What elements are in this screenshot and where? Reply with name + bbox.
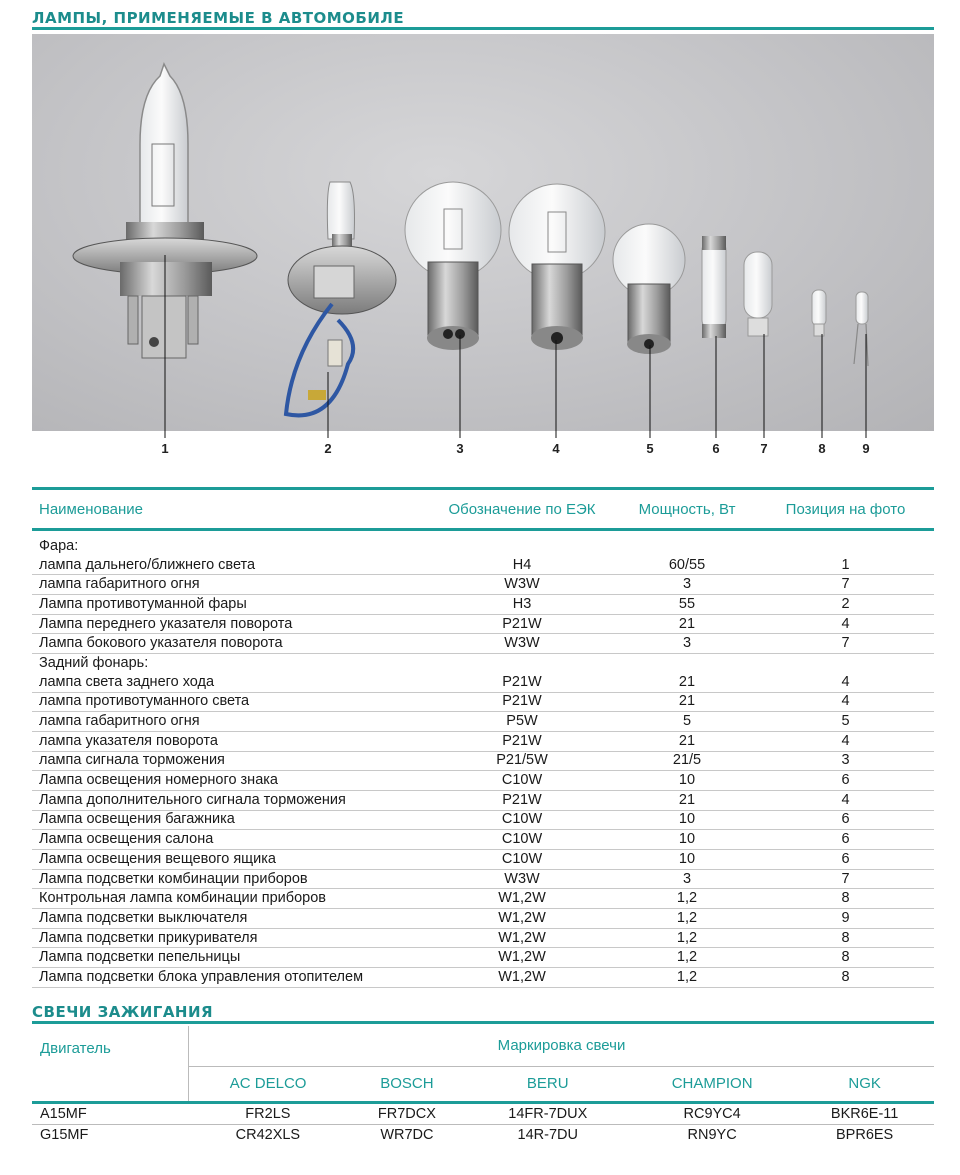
brand-header: NGK — [848, 1075, 881, 1092]
lamp-position-cell: 4 — [757, 614, 934, 634]
lamps-photo — [32, 34, 934, 431]
lamp-name-cell: лампа противотуманного света — [32, 692, 427, 712]
lamp-code-cell: W1,2W — [427, 968, 617, 988]
plug-table-body — [32, 1102, 934, 1145]
plug-marking-cell: CR42XLS — [235, 1126, 301, 1143]
lamp-code-cell: P21W — [427, 614, 617, 634]
lamp-row — [32, 575, 934, 595]
lamp-table-header — [32, 489, 934, 530]
photo-number-9: 9 — [862, 441, 870, 456]
lamp-name-cell: Контрольная лампа комбинации приборов — [32, 889, 427, 909]
lamp-code-cell: P21W — [427, 673, 617, 692]
photo-number-1: 1 — [161, 441, 169, 456]
lamp-power-cell: 1,2 — [617, 889, 757, 909]
lamp-p5w-icon — [613, 224, 685, 354]
lamp-p21-5w-icon — [405, 182, 501, 350]
lamp-w1-2w-wire-icon — [854, 292, 868, 366]
lamp-code-cell: P5W — [427, 712, 617, 732]
lamp-row — [32, 948, 934, 968]
lamp-power-cell: 3 — [617, 869, 757, 889]
lamp-code-cell: C10W — [427, 830, 617, 850]
photo-number-6: 6 — [712, 441, 720, 456]
marking-header: Маркировка свечи — [189, 1026, 935, 1066]
lamp-code-cell: P21W — [427, 692, 617, 712]
lamp-position-cell: 6 — [757, 850, 934, 870]
brand-header: BERU — [526, 1075, 569, 1092]
lamp-w3w-icon — [744, 252, 772, 336]
lamp-name-cell: Лампа дополнительного сигнала торможения — [32, 790, 427, 810]
lamp-code-cell: W1,2W — [427, 889, 617, 909]
lamp-code-cell: H4 — [427, 556, 617, 575]
lamp-name-cell: лампа габаритного огня — [32, 712, 427, 732]
header-position: Позиция на фото — [757, 489, 934, 530]
lamp-code-cell: W3W — [427, 869, 617, 889]
lamp-row — [32, 968, 934, 988]
lamp-power-cell: 3 — [617, 634, 757, 654]
lamp-position-cell: 4 — [757, 692, 934, 712]
lamp-name-cell: Фара: — [39, 537, 79, 554]
photo-number-2: 2 — [324, 441, 332, 456]
plug-marking-cell: BKR6E-11 — [830, 1105, 899, 1122]
lamp-row — [32, 830, 934, 850]
plug-marking-cell: WR7DC — [380, 1126, 434, 1143]
lamp-row — [32, 595, 934, 615]
lamp-power-cell: 10 — [617, 810, 757, 830]
lamp-position-cell: 4 — [757, 731, 934, 751]
lamp-name-cell: Лампа освещения салона — [32, 830, 427, 850]
lamp-power-cell: 21 — [617, 614, 757, 634]
lamp-table-body — [32, 530, 934, 988]
lamp-power-cell: 21 — [617, 692, 757, 712]
lamp-w1-2w-icon — [812, 290, 826, 336]
lamp-power-cell: 60/55 — [617, 556, 757, 575]
lamp-power-cell: 1,2 — [617, 968, 757, 988]
lamp-row — [32, 928, 934, 948]
lamp-code-cell: C10W — [427, 771, 617, 791]
plug-table — [32, 1026, 934, 1145]
lamps-title-rule — [32, 27, 934, 30]
lamp-position-cell: 6 — [757, 771, 934, 791]
lamp-name-cell: Лампа переднего указателя поворота — [32, 614, 427, 634]
lamp-row — [32, 614, 934, 634]
lamp-power-cell — [617, 654, 757, 673]
plug-marking-cell: BPR6ES — [836, 1126, 894, 1143]
lamp-row — [32, 751, 934, 771]
lamp-code-cell: P21W — [427, 790, 617, 810]
lamp-row — [32, 850, 934, 870]
lamp-row — [32, 634, 934, 654]
lamp-power-cell: 10 — [617, 830, 757, 850]
lamp-code-cell — [427, 654, 617, 673]
plug-marking-cell: FR7DCX — [377, 1105, 436, 1122]
lamp-row — [32, 731, 934, 751]
lamp-code-cell: C10W — [427, 810, 617, 830]
engine-cell: A15MF — [40, 1105, 87, 1122]
lamp-power-cell: 55 — [617, 595, 757, 615]
plug-row — [32, 1102, 934, 1124]
lamps-section-title: ЛАМПЫ, ПРИМЕНЯЕМЫЕ В АВТОМОБИЛЕ — [32, 9, 405, 27]
lamp-power-cell: 1,2 — [617, 909, 757, 929]
lamp-code-cell: W1,2W — [427, 928, 617, 948]
lamp-name-cell: Задний фонарь: — [39, 654, 149, 671]
lamp-name-cell: Лампа освещения багажника — [32, 810, 427, 830]
lamp-code-cell: C10W — [427, 850, 617, 870]
lamp-row — [32, 771, 934, 791]
plug-marking-cell: 14R-7DU — [517, 1126, 578, 1143]
lamp-name-cell: Лампа подсветки пепельницы — [32, 948, 427, 968]
lamp-position-cell: 7 — [757, 575, 934, 595]
lamp-code-cell: W3W — [427, 575, 617, 595]
photo-number-8: 8 — [818, 441, 826, 456]
lamp-name-cell: Лампа подсветки комбинации приборов — [32, 869, 427, 889]
lamps-illustration — [32, 34, 934, 431]
plugs-section-title: СВЕЧИ ЗАЖИГАНИЯ — [32, 1003, 214, 1021]
lamp-power-cell: 21 — [617, 673, 757, 692]
lamp-power-cell — [617, 537, 757, 556]
lamp-name-cell: Лампа противотуманной фары — [32, 595, 427, 615]
lamp-code-cell: W1,2W — [427, 948, 617, 968]
lamp-power-cell: 21/5 — [617, 751, 757, 771]
lamp-code-cell: W1,2W — [427, 909, 617, 929]
photo-number-7: 7 — [760, 441, 768, 456]
photo-number-3: 3 — [456, 441, 464, 456]
brand-header: BOSCH — [380, 1075, 434, 1092]
lamp-power-cell: 10 — [617, 850, 757, 870]
lamp-group-row — [32, 654, 934, 673]
lamp-position-cell: 8 — [757, 889, 934, 909]
lamp-table — [32, 487, 934, 988]
header-name: Наименование — [32, 489, 427, 530]
lamp-position-cell: 6 — [757, 830, 934, 850]
lamp-power-cell: 1,2 — [617, 928, 757, 948]
plug-marking-cell: RN9YC — [687, 1126, 737, 1143]
lamp-position-cell: 2 — [757, 595, 934, 615]
lamp-row — [32, 909, 934, 929]
brand-header: CHAMPION — [671, 1075, 753, 1092]
lamp-position-cell: 7 — [757, 634, 934, 654]
lamp-name-cell: лампа света заднего хода — [32, 673, 427, 692]
lamp-row — [32, 869, 934, 889]
lamp-name-cell: Лампа освещения номерного знака — [32, 771, 427, 791]
plugs-title-rule — [32, 1021, 934, 1024]
lamp-position-cell: 9 — [757, 909, 934, 929]
lamp-c10w-icon — [702, 236, 726, 338]
lamp-position-cell: 4 — [757, 790, 934, 810]
lamp-power-cell: 5 — [617, 712, 757, 732]
lamp-code-cell — [427, 537, 617, 556]
lamp-position-cell: 8 — [757, 928, 934, 948]
header-code: Обозначение по ЕЭК — [427, 489, 617, 530]
lamp-h3-icon — [286, 182, 396, 415]
lamp-name-cell: Лампа освещения вещевого ящика — [32, 850, 427, 870]
lamp-code-cell: H3 — [427, 595, 617, 615]
lamp-row — [32, 889, 934, 909]
lamp-row — [32, 692, 934, 712]
lamp-code-cell: W3W — [427, 634, 617, 654]
lamp-p21w-icon — [509, 184, 605, 350]
lamp-row — [32, 790, 934, 810]
lamp-name-cell: Лампа подсветки выключателя — [32, 909, 427, 929]
lamp-power-cell: 3 — [617, 575, 757, 595]
lamp-name-cell: лампа сигнала торможения — [32, 751, 427, 771]
lamp-code-cell: P21/5W — [427, 751, 617, 771]
lamp-name-cell: Лампа подсветки блока управления отопителем — [32, 968, 427, 988]
engine-cell: G15MF — [40, 1126, 89, 1143]
plug-marking-cell: RC9YC4 — [683, 1105, 741, 1122]
photo-number-5: 5 — [646, 441, 654, 456]
lamp-position-cell — [757, 537, 934, 556]
lamp-code-cell: P21W — [427, 731, 617, 751]
lamp-name-cell: Лампа подсветки прикуривателя — [32, 928, 427, 948]
header-power: Мощность, Вт — [617, 489, 757, 530]
lamp-position-cell: 8 — [757, 948, 934, 968]
lamp-position-cell: 5 — [757, 712, 934, 732]
lamp-row — [32, 673, 934, 692]
lamp-position-cell: 4 — [757, 673, 934, 692]
lamp-power-cell: 21 — [617, 731, 757, 751]
lamp-power-cell: 10 — [617, 771, 757, 791]
lamp-name-cell: лампа указателя поворота — [32, 731, 427, 751]
lamp-name-cell: Лампа бокового указателя поворота — [32, 634, 427, 654]
lamp-power-cell: 1,2 — [617, 948, 757, 968]
lamp-row — [32, 712, 934, 732]
lamp-position-cell: 8 — [757, 968, 934, 988]
plug-marking-cell: FR2LS — [245, 1105, 291, 1122]
lamp-h4-icon — [73, 64, 257, 358]
plug-marking-cell: 14FR-7DUX — [508, 1105, 588, 1122]
lamp-position-cell — [757, 654, 934, 673]
lamp-position-cell: 7 — [757, 869, 934, 889]
lamp-name-cell: лампа габаритного огня — [32, 575, 427, 595]
lamp-power-cell: 21 — [617, 790, 757, 810]
lamp-name-cell: лампа дальнего/ближнего света — [32, 556, 427, 575]
lamp-group-row — [32, 537, 934, 556]
lamp-row — [32, 810, 934, 830]
lamp-position-cell: 3 — [757, 751, 934, 771]
lamp-row — [32, 556, 934, 575]
lamp-position-cell: 6 — [757, 810, 934, 830]
engine-header: Двигатель — [32, 1026, 189, 1102]
plug-row — [32, 1124, 934, 1145]
lamp-position-cell: 1 — [757, 556, 934, 575]
photo-number-4: 4 — [552, 441, 560, 456]
brand-header: AC DELCO — [229, 1075, 307, 1092]
